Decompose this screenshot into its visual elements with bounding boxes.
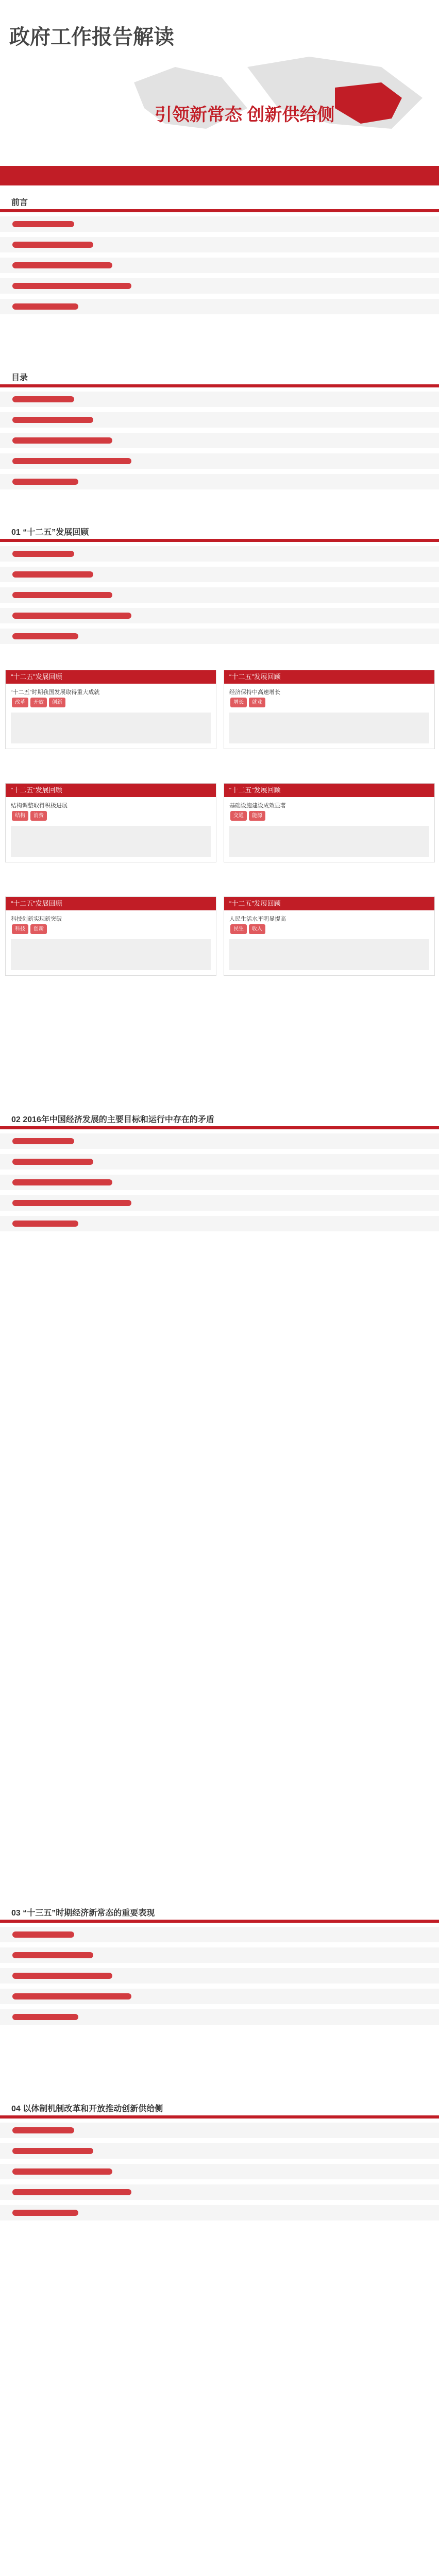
row-accent xyxy=(12,396,74,402)
slide-tags xyxy=(11,923,211,935)
section-title: 目录 xyxy=(11,374,28,382)
slide-body xyxy=(224,684,434,749)
slide-body xyxy=(6,910,216,975)
hero-band xyxy=(0,166,439,185)
row-accent xyxy=(12,571,93,578)
slide-header: “十二五”发展回顾 xyxy=(224,897,434,910)
slide-text: 科技创新实现新突破 xyxy=(11,916,62,922)
slide-text: 人民生活水平明显提高 xyxy=(229,916,286,922)
page-title: 政府工作报告解读 xyxy=(9,26,174,48)
section-title: 前言 xyxy=(11,198,28,207)
slide-tags xyxy=(229,810,429,822)
section-title: 02 2016年中国经济发展的主要目标和运行中存在的矛盾 xyxy=(11,1115,214,1124)
slide-card[interactable] xyxy=(5,783,216,862)
slide-header: “十二五”发展回顾 xyxy=(6,897,216,910)
row-accent xyxy=(12,2148,93,2154)
row-accent xyxy=(12,283,131,289)
slide-image-placeholder xyxy=(11,939,211,970)
slide-tags xyxy=(11,697,211,708)
slide-image-placeholder xyxy=(229,939,429,970)
row-accent xyxy=(12,1973,112,1979)
tag-chip: 创新 xyxy=(49,698,65,707)
row-accent xyxy=(12,437,112,444)
row-accent xyxy=(12,417,93,423)
row-accent xyxy=(12,221,74,227)
slide-text: 结构调整取得积极进展 xyxy=(11,803,67,809)
slide-card[interactable] xyxy=(224,783,435,862)
slide-image-placeholder xyxy=(11,713,211,743)
row-accent xyxy=(12,551,74,557)
slide-text: “十二五”时期我国发展取得重大成就 xyxy=(11,689,100,696)
section-title: 01 “十二五”发展回顾 xyxy=(11,528,89,537)
row-accent xyxy=(12,1952,93,1958)
slide-card[interactable] xyxy=(224,896,435,976)
row-accent xyxy=(12,1221,78,1227)
tag-chip: 创新 xyxy=(30,924,47,934)
row-accent xyxy=(12,479,78,485)
row-accent xyxy=(12,303,78,310)
tag-chip: 开放 xyxy=(30,698,47,707)
slide-body xyxy=(6,797,216,862)
slide-image-placeholder xyxy=(11,826,211,857)
slide-header: “十二五”发展回顾 xyxy=(6,670,216,684)
tag-chip: 民生 xyxy=(230,924,247,934)
tag-chip: 交通 xyxy=(230,811,247,821)
slide-card[interactable] xyxy=(5,896,216,976)
slide-card[interactable] xyxy=(5,670,216,749)
slide-body xyxy=(224,797,434,862)
tag-chip: 改革 xyxy=(12,698,28,707)
row-accent xyxy=(12,262,112,268)
slide-image-placeholder xyxy=(229,826,429,857)
slide-tags xyxy=(229,697,429,708)
row-accent xyxy=(12,2127,74,2133)
slide-tags xyxy=(229,923,429,935)
tag-chip: 增长 xyxy=(230,698,247,707)
section-rule xyxy=(0,1920,439,1923)
row-accent xyxy=(12,242,93,248)
tag-chip: 科技 xyxy=(12,924,28,934)
slide-header: “十二五”发展回顾 xyxy=(6,784,216,797)
slide-header: “十二五”发展回顾 xyxy=(224,784,434,797)
tag-chip: 收入 xyxy=(249,924,265,934)
slide-body xyxy=(224,910,434,975)
row-accent xyxy=(12,458,131,464)
section-rule xyxy=(0,1126,439,1129)
row-accent xyxy=(12,1159,93,1165)
slide-tags xyxy=(11,810,211,822)
row-accent xyxy=(12,613,131,619)
section-rule xyxy=(0,2115,439,2119)
slide-text: 基础设施建设成效显著 xyxy=(229,803,286,809)
section-rule xyxy=(0,384,439,387)
tag-chip: 能源 xyxy=(249,811,265,821)
section-title: 04 以体制机制改革和开放推动创新供给侧 xyxy=(11,2105,163,2113)
row-accent xyxy=(12,2189,131,2195)
slogan: 引领新常态 创新供给侧 xyxy=(155,105,335,125)
row-accent xyxy=(12,2210,78,2216)
section-rule xyxy=(0,209,439,212)
row-accent xyxy=(12,1179,112,1185)
row-accent xyxy=(12,1993,131,1999)
slide-image-placeholder xyxy=(229,713,429,743)
slide-card[interactable] xyxy=(224,670,435,749)
row-accent xyxy=(12,2014,78,2020)
tag-chip: 就业 xyxy=(249,698,265,707)
slide-header: “十二五”发展回顾 xyxy=(224,670,434,684)
section-rule xyxy=(0,539,439,542)
row-accent xyxy=(12,1200,131,1206)
slide-text: 经济保持中高速增长 xyxy=(229,689,280,696)
tag-chip: 结构 xyxy=(12,811,28,821)
hero-banner xyxy=(0,0,439,185)
tag-chip: 消费 xyxy=(30,811,47,821)
row-accent xyxy=(12,633,78,639)
row-accent xyxy=(12,1138,74,1144)
slide-body xyxy=(6,684,216,749)
row-accent xyxy=(12,1931,74,1938)
row-accent xyxy=(12,592,112,598)
row-accent xyxy=(12,2168,112,2175)
section-title: 03 “十三五”时期经济新常态的重要表现 xyxy=(11,1909,155,1918)
